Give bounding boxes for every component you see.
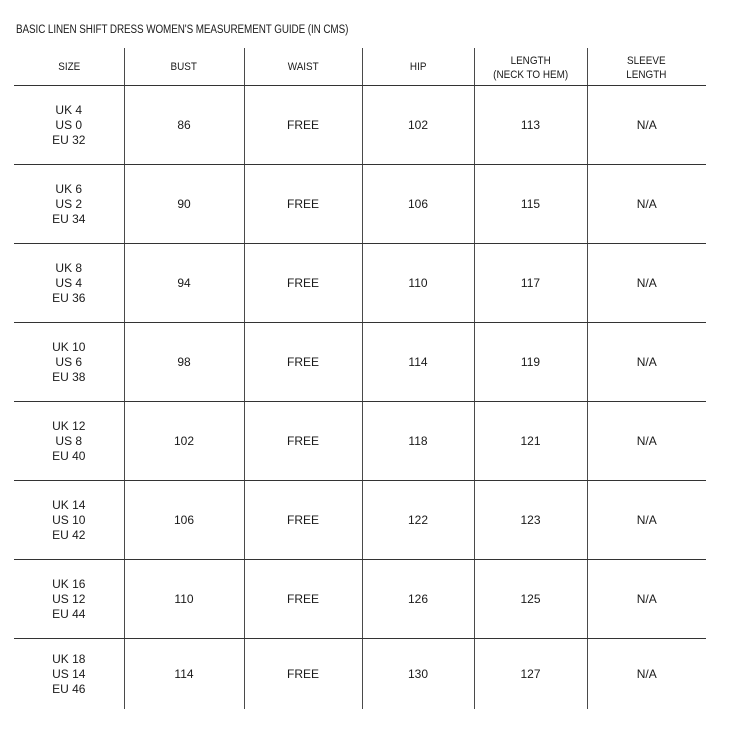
hip-cell: 118 <box>362 402 474 481</box>
size-uk-label: UK 4 <box>55 102 83 117</box>
sleeve-cell: N/A <box>587 86 706 165</box>
waist-cell: FREE <box>244 560 362 639</box>
measurement-table <box>14 48 706 709</box>
size-us-label: US 12 <box>52 591 86 606</box>
size-cell <box>14 86 124 165</box>
bust-cell: 114 <box>124 639 244 710</box>
waist-cell: FREE <box>244 402 362 481</box>
header-length-label: LENGTH (NECK TO HEM) <box>492 54 568 81</box>
size-cell <box>14 560 124 639</box>
bust-cell: 90 <box>124 165 244 244</box>
sleeve-cell: N/A <box>587 560 706 639</box>
size-cell <box>14 481 124 560</box>
size-cell <box>14 165 124 244</box>
table-row <box>14 481 706 560</box>
size-us-label: US 2 <box>55 196 83 211</box>
waist-cell: FREE <box>244 323 362 402</box>
length-cell: 119 <box>474 323 587 402</box>
bust-cell: 94 <box>124 244 244 323</box>
header-length <box>474 48 587 86</box>
header-hip-label: HIP <box>409 60 427 73</box>
sleeve-cell: N/A <box>587 244 706 323</box>
table-row <box>14 402 706 481</box>
table-row <box>14 86 706 165</box>
size-eu-label: EU 42 <box>52 527 86 542</box>
size-cell <box>14 402 124 481</box>
waist-cell: FREE <box>244 86 362 165</box>
waist-cell: FREE <box>244 244 362 323</box>
size-uk-label: UK 10 <box>52 339 86 354</box>
length-cell: 121 <box>474 402 587 481</box>
bust-cell: 110 <box>124 560 244 639</box>
sleeve-cell: N/A <box>587 481 706 560</box>
size-us-label: US 14 <box>52 666 86 681</box>
hip-cell: 126 <box>362 560 474 639</box>
table-header-row <box>14 48 706 86</box>
length-cell: 113 <box>474 86 587 165</box>
size-uk-label: UK 18 <box>52 651 86 666</box>
header-sleeve-label: SLEEVE LENGTH <box>626 54 667 81</box>
table-row <box>14 323 706 402</box>
waist-cell: FREE <box>244 165 362 244</box>
size-cell <box>14 639 124 710</box>
length-cell: 127 <box>474 639 587 710</box>
header-size <box>14 48 124 86</box>
size-cell <box>14 323 124 402</box>
hip-cell: 130 <box>362 639 474 710</box>
table-row <box>14 639 706 710</box>
hip-cell: 102 <box>362 86 474 165</box>
size-uk-label: UK 16 <box>52 576 86 591</box>
size-uk-label: UK 14 <box>52 497 86 512</box>
size-eu-label: EU 46 <box>52 681 86 696</box>
size-eu-label: EU 44 <box>52 606 86 621</box>
size-eu-label: EU 40 <box>52 448 86 463</box>
waist-cell: FREE <box>244 481 362 560</box>
size-uk-label: UK 12 <box>52 418 86 433</box>
length-cell: 115 <box>474 165 587 244</box>
header-bust <box>124 48 244 86</box>
table-row <box>14 165 706 244</box>
waist-cell: FREE <box>244 639 362 710</box>
table-row <box>14 560 706 639</box>
bust-cell: 102 <box>124 402 244 481</box>
length-cell: 117 <box>474 244 587 323</box>
header-hip <box>362 48 474 86</box>
size-us-label: US 4 <box>55 275 83 290</box>
size-eu-label: EU 36 <box>52 290 86 305</box>
header-sleeve <box>587 48 706 86</box>
bust-cell: 106 <box>124 481 244 560</box>
size-us-label: US 8 <box>55 433 83 448</box>
hip-cell: 106 <box>362 165 474 244</box>
size-cell <box>14 244 124 323</box>
bust-cell: 86 <box>124 86 244 165</box>
size-us-label: US 0 <box>55 117 83 132</box>
size-us-label: US 10 <box>52 512 86 527</box>
sleeve-cell: N/A <box>587 165 706 244</box>
bust-cell: 98 <box>124 323 244 402</box>
length-cell: 123 <box>474 481 587 560</box>
size-uk-label: UK 6 <box>55 181 83 196</box>
size-us-label: US 6 <box>55 354 83 369</box>
header-size-label: SIZE <box>57 60 80 73</box>
hip-cell: 110 <box>362 244 474 323</box>
table-row <box>14 244 706 323</box>
sleeve-cell: N/A <box>587 639 706 710</box>
size-eu-label: EU 38 <box>52 369 86 384</box>
length-cell: 125 <box>474 560 587 639</box>
size-uk-label: UK 8 <box>55 260 83 275</box>
header-waist <box>244 48 362 86</box>
sleeve-cell: N/A <box>587 402 706 481</box>
header-waist-label: WAIST <box>287 60 319 73</box>
page-title: BASIC LINEN SHIFT DRESS WOMEN'S MEASUREMENT GUIDE (IN CMS) <box>16 24 349 36</box>
header-bust-label: BUST <box>170 60 198 73</box>
sleeve-cell: N/A <box>587 323 706 402</box>
hip-cell: 122 <box>362 481 474 560</box>
hip-cell: 114 <box>362 323 474 402</box>
size-eu-label: EU 32 <box>52 132 86 147</box>
size-eu-label: EU 34 <box>52 211 86 226</box>
